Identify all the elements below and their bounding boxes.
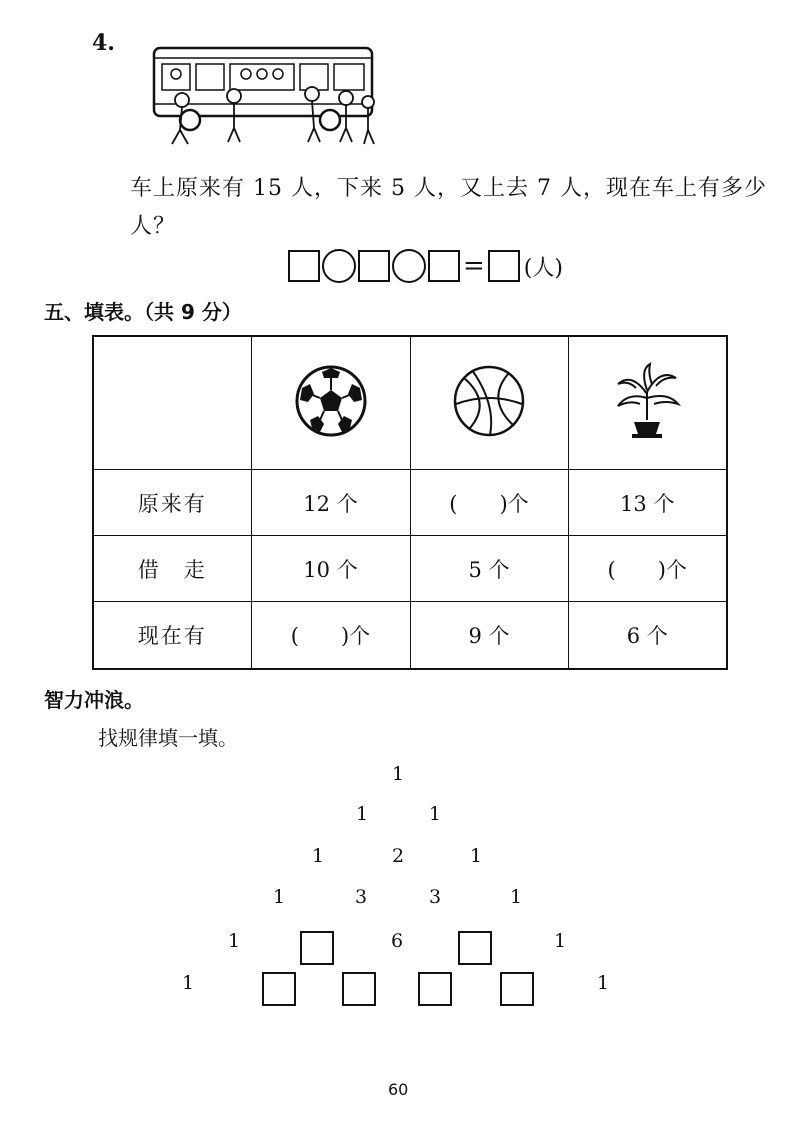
answer-equation bbox=[288, 248, 563, 284]
triangle-number: 1 bbox=[509, 886, 523, 908]
operator-circle[interactable] bbox=[392, 249, 426, 283]
triangle-number: 1 bbox=[181, 972, 195, 994]
triangle-number: 1 bbox=[391, 763, 405, 785]
triangle-number: 3 bbox=[354, 886, 368, 908]
potted-plant-icon bbox=[610, 362, 684, 440]
header-cell bbox=[568, 336, 727, 470]
triangle-number: 1 bbox=[469, 845, 483, 867]
equals-sign: = bbox=[463, 251, 485, 281]
table-header-row bbox=[93, 336, 727, 470]
table-row bbox=[93, 602, 727, 669]
triangle-number: 1 bbox=[227, 930, 241, 952]
triangle-number: 3 bbox=[428, 886, 442, 908]
triangle-number: 1 bbox=[355, 803, 369, 825]
answer-box[interactable] bbox=[358, 250, 390, 282]
table-cell[interactable]: ( )个 bbox=[410, 470, 568, 536]
fill-table bbox=[92, 335, 728, 670]
triangle-answer-box[interactable] bbox=[262, 972, 296, 1006]
table-cell: 13 个 bbox=[568, 470, 727, 536]
triangle-answer-box[interactable] bbox=[458, 931, 492, 965]
bonus-title: 智力冲浪。 bbox=[44, 688, 144, 712]
triangle-number: 1 bbox=[311, 845, 325, 867]
triangle-number: 1 bbox=[272, 886, 286, 908]
header-cell bbox=[410, 336, 568, 470]
table-row bbox=[93, 470, 727, 536]
table-cell: 10 个 bbox=[251, 536, 410, 602]
table-row bbox=[93, 536, 727, 602]
row-label: 现在有 bbox=[93, 602, 251, 669]
bus-illustration bbox=[150, 44, 380, 152]
operator-circle[interactable] bbox=[322, 249, 356, 283]
soccer-ball-icon bbox=[294, 364, 368, 438]
row-label: 原来有 bbox=[93, 470, 251, 536]
triangle-number: 1 bbox=[428, 803, 442, 825]
triangle-number: 6 bbox=[390, 930, 404, 952]
triangle-answer-box[interactable] bbox=[300, 931, 334, 965]
section-title: 五、填表。（共 9 分） bbox=[44, 300, 242, 324]
empty-corner-cell bbox=[93, 336, 251, 470]
unit-label: (人) bbox=[523, 255, 563, 281]
table-cell: 6 个 bbox=[568, 602, 727, 669]
table-cell[interactable]: ( )个 bbox=[251, 602, 410, 669]
basketball-icon bbox=[452, 364, 526, 438]
page-number: 60 bbox=[388, 1080, 409, 1099]
triangle-answer-box[interactable] bbox=[342, 972, 376, 1006]
bonus-instruction: 找规律填一填。 bbox=[98, 726, 238, 750]
table-cell[interactable]: ( )个 bbox=[568, 536, 727, 602]
row-label: 借 走 bbox=[93, 536, 251, 602]
answer-box[interactable] bbox=[288, 250, 320, 282]
table-cell: 5 个 bbox=[410, 536, 568, 602]
triangle-answer-box[interactable] bbox=[418, 972, 452, 1006]
question-number: 4. bbox=[92, 30, 115, 56]
triangle-number: 1 bbox=[596, 972, 610, 994]
table-cell: 12 个 bbox=[251, 470, 410, 536]
problem-text: 车上原来有 15 人，下来 5 人，又上去 7 人，现在车上有多少人？ bbox=[130, 176, 767, 239]
header-cell bbox=[251, 336, 410, 470]
triangle-answer-box[interactable] bbox=[500, 972, 534, 1006]
triangle-number: 1 bbox=[553, 930, 567, 952]
triangle-number: 2 bbox=[391, 845, 405, 867]
table-cell: 9 个 bbox=[410, 602, 568, 669]
result-box[interactable] bbox=[488, 250, 520, 282]
answer-box[interactable] bbox=[428, 250, 460, 282]
